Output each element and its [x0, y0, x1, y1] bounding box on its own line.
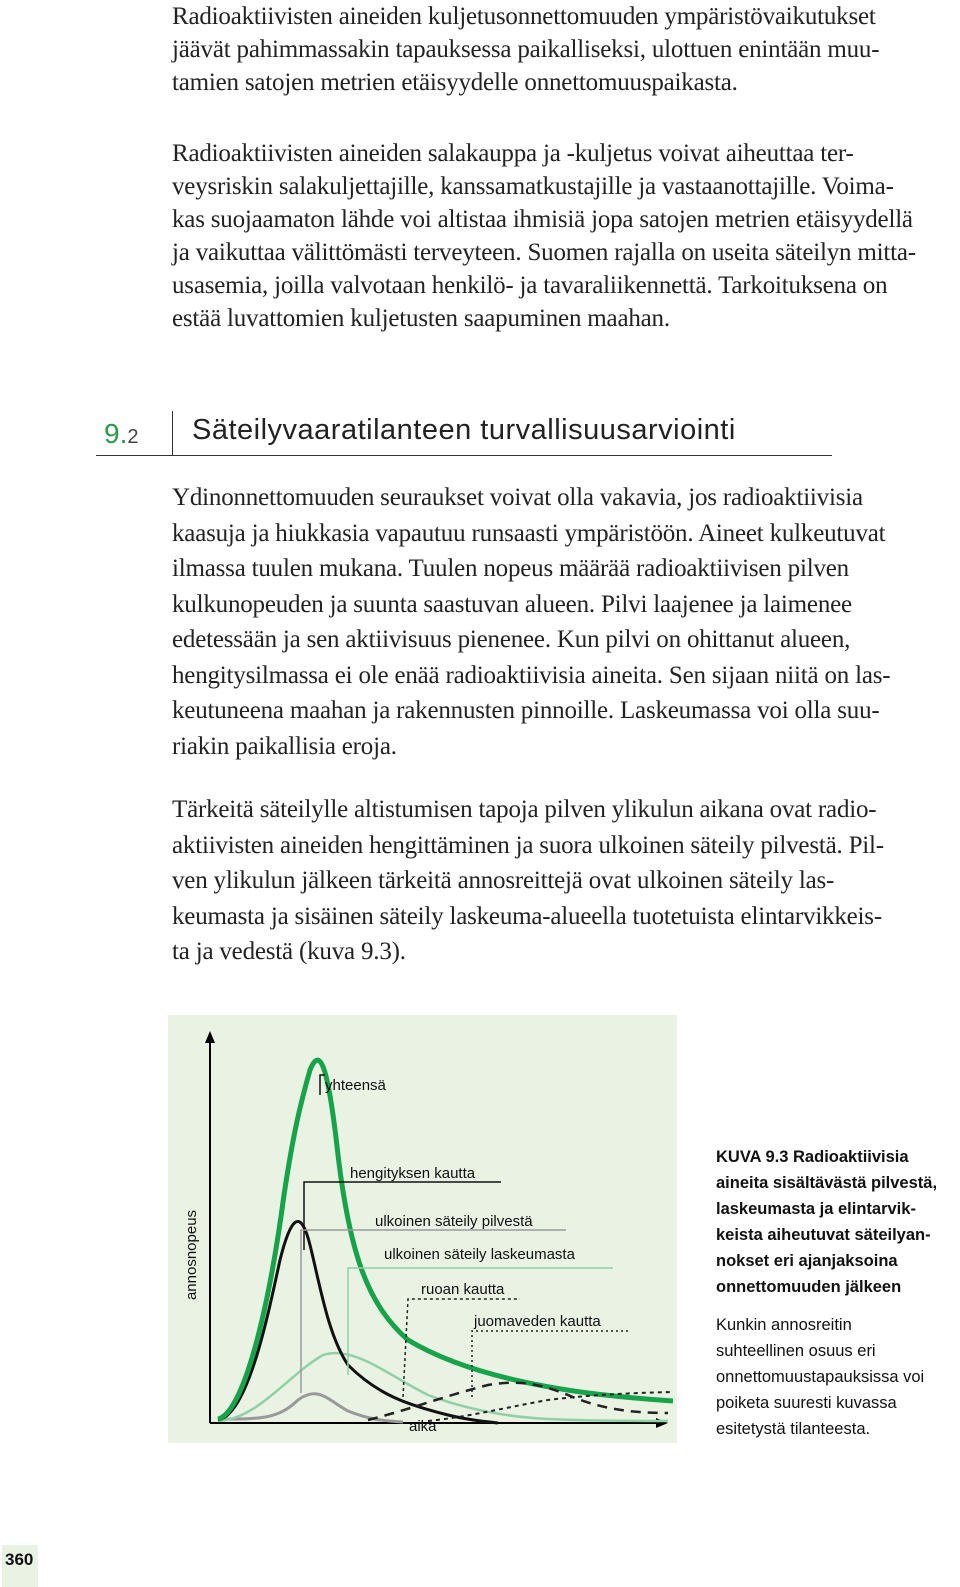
text-line: usasemia, joilla valvotaan henkilö- ja tavaraliikennettä. Tarkoituksena on — [172, 272, 888, 299]
caption-title-line: nokset eri ajanjaksoina — [716, 1252, 898, 1270]
figure-dose-rate — [168, 1015, 677, 1443]
text-line: tamien satojen metrien etäisyydelle onnettomuuspaikasta. — [172, 69, 738, 96]
paragraph-smuggling — [172, 137, 948, 335]
label-cloud: ulkoinen säteily pilvestä — [375, 1213, 533, 1230]
caption-title — [716, 1144, 951, 1300]
paragraph-transport-accidents — [172, 0, 948, 99]
text-line: edetessään ja sen aktiivisuus pienenee. Kun pilvi on ohittanut alueen, — [172, 626, 851, 653]
page-number-tab — [2, 1545, 38, 1587]
text-line: Radioaktiivisten aineiden salakauppa ja -kuljetus voivat aiheuttaa ter- — [172, 140, 854, 167]
page-number: 360 — [5, 1550, 34, 1569]
y-axis-label: annosnopeus — [183, 1209, 200, 1301]
heading-rule — [96, 455, 832, 456]
caption-title-line: keista aiheutuvat säteilyan- — [716, 1226, 931, 1244]
text-line: ven ylikulun jälkeen tärkeitä annosreittejä ovat ulkoinen säteily las- — [172, 867, 835, 894]
text-line: Radioaktiivisten aineiden kuljetusonnettomuuden ympäristövaikutukset — [172, 3, 876, 30]
caption-title-line: aineita sisältävästä pilvestä, — [716, 1174, 938, 1192]
x-axis-arrow-icon — [656, 1418, 668, 1428]
caption-title-line: laskeumasta ja elintarvik- — [716, 1200, 916, 1218]
text-line: Ydinonnettomuuden seuraukset voivat olla vakavia, jos radioaktiivisia — [172, 484, 863, 511]
label-inhalation: hengityksen kautta — [350, 1165, 476, 1182]
label-water: juomaveden kautta — [474, 1313, 601, 1330]
text-line: kulkunopeuden ja suunta saastuvan alueen. Pilvi laajenee ja laimenee — [172, 590, 852, 618]
label-total: yhteensä — [325, 1077, 386, 1094]
text-line: riakin paikallisia eroja. — [172, 732, 397, 760]
figure-caption — [716, 1144, 951, 1442]
text-line: estää luvattomien kuljetusten saapuminen maahan. — [172, 305, 670, 332]
text-line: ta ja vedestä (kuva 9.3). — [172, 938, 406, 965]
text-line: jäävät pahimmassakin tapauksessa paikalliseksi, ulottuen enintään muu- — [172, 36, 880, 63]
label-deposit: ulkoinen säteily laskeumasta — [384, 1246, 575, 1263]
heading-divider — [172, 411, 173, 456]
paragraph-exposure-pathways — [172, 792, 948, 970]
text-line: keumasta ja sisäinen säteily laskeuma-alueella tuotetuista elintarvikkeis- — [172, 902, 882, 930]
section-title: Säteilyvaaratilanteen turvallisuusarviointi — [192, 414, 736, 446]
dose-rate-diagram — [168, 1015, 677, 1443]
caption-body-line: esitetystä tilanteesta. — [716, 1420, 871, 1438]
x-axis-label: aika — [409, 1418, 437, 1435]
caption-title-line: onnettomuuden jälkeen — [716, 1278, 902, 1296]
text-line: ja vaikuttaa välittömästi terveyteen. Suomen rajalla on useita säteilyn mitta- — [172, 239, 916, 266]
caption-title-line: KUVA 9.3 Radioaktiivisia — [716, 1148, 909, 1166]
caption-body-line: suhteellinen osuus eri — [716, 1342, 876, 1360]
text-line: kas suojaamaton lähde voi altistaa ihmisiä jopa satojen metrien etäisyydellä — [172, 206, 913, 233]
label-food: ruoan kautta — [421, 1281, 505, 1298]
caption-body — [716, 1312, 951, 1442]
y-axis-arrow-icon — [205, 1031, 215, 1043]
text-line: keutuneena maahan ja rakennusten pinnoille. Laskeumassa voi olla suu- — [172, 697, 880, 724]
text-line: hengitysilmassa ei ole enää radioaktiivisia aineita. Sen sijaan niitä on las- — [172, 661, 891, 689]
section-heading — [96, 406, 832, 458]
caption-body-line: onnettomuustapauksissa voi — [716, 1368, 925, 1386]
text-line: kaasuja ja hiukkasia vapautuu runsaasti ympäristöön. Aineet kulkeutuvat — [172, 519, 886, 547]
text-line: ilmassa tuulen mukana. Tuulen nopeus määrää radioaktiivisen pilven — [172, 555, 849, 582]
caption-body-line: poiketa suuresti kuvassa — [716, 1394, 897, 1412]
caption-body-line: Kunkin annosreitin — [716, 1316, 852, 1334]
text-line: Tärkeitä säteilylle altistumisen tapoja pilven ylikulun aikana ovat radio- — [172, 796, 877, 823]
section-number: 9.2 — [104, 418, 139, 449]
text-line: veysriskin salakuljettajille, kanssamatkustajille ja vastaanottajille. Voima- — [172, 173, 894, 200]
text-line: aktiivisten aineiden hengittäminen ja suora ulkoinen säteily pilvestä. Pil- — [172, 831, 884, 859]
paragraph-nuclear-accident — [172, 480, 948, 764]
